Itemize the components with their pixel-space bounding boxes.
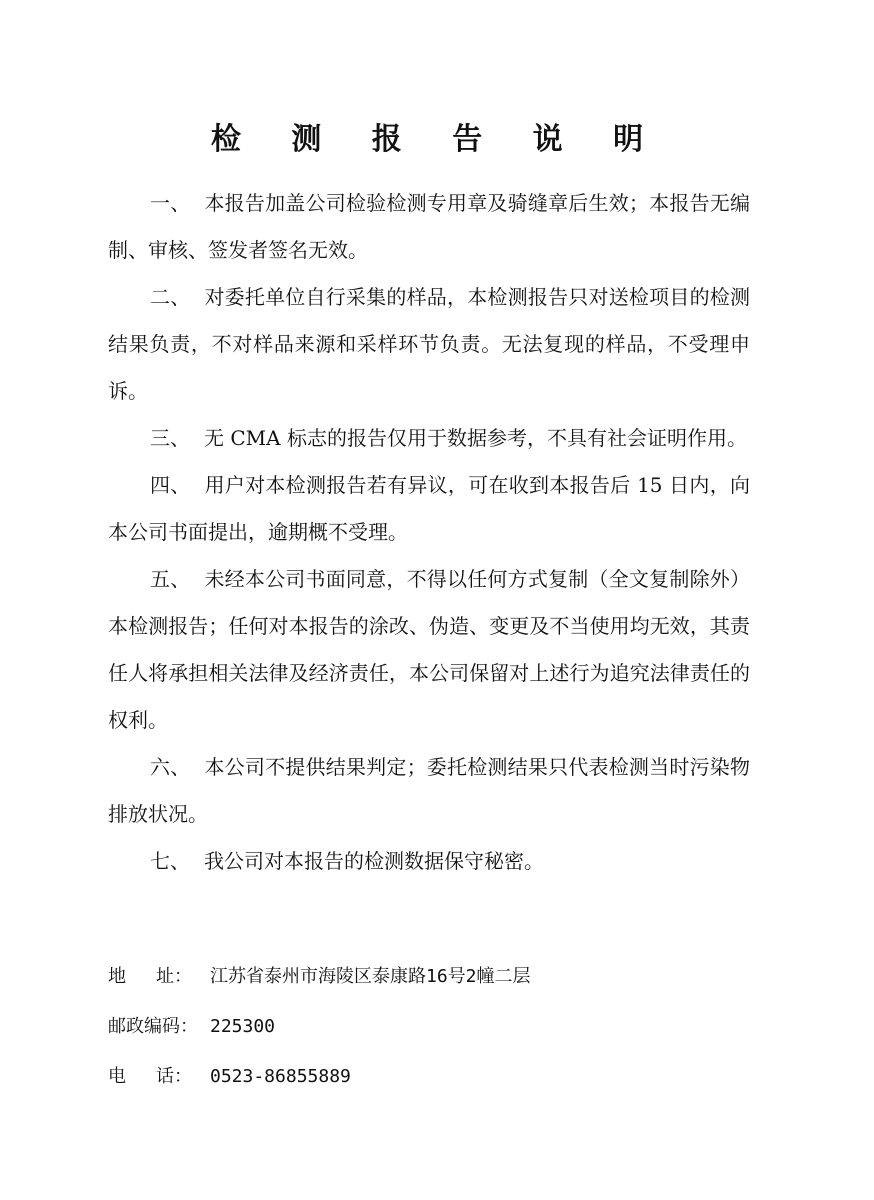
note-paragraph-3 <box>108 415 750 462</box>
note-text: 对委托单位自行采集的样品，本检测报告只对送检项目的检测结果负责，不对样品来源和采样环节负责。无法复现的样品，不受理申诉。 <box>108 285 751 403</box>
note-text: 用户对本检测报告若有异议，可在收到本报告后 15 日内，向本公司书面提出，逾期概不受理。 <box>108 473 750 544</box>
note-text: 我公司对本报告的检测数据保守秘密。 <box>204 849 544 873</box>
postal-value: 225300 <box>210 1016 276 1037</box>
address-label-part: 址： <box>156 966 192 987</box>
note-text: 本报告加盖公司检验检测专用章及骑缝章后生效；本报告无编制、审核、签发者签名无效。 <box>108 191 751 262</box>
address-label <box>108 952 192 1002</box>
phone-value: 0523-86855889 <box>210 1066 351 1087</box>
note-number: 七、 <box>150 849 190 873</box>
phone-row <box>108 1052 708 1102</box>
postal-label: 邮政编码： <box>108 1016 198 1037</box>
note-paragraph-1 <box>108 180 750 274</box>
note-paragraph-7 <box>108 838 750 885</box>
note-number: 一、 <box>150 191 191 215</box>
note-number: 四、 <box>150 473 191 497</box>
address-value: 江苏省泰州市海陵区泰康路16号2幢二层 <box>210 966 531 987</box>
note-paragraph-2 <box>108 274 750 415</box>
address-label-part: 地 <box>108 966 126 987</box>
phone-label-part: 话： <box>156 1066 192 1087</box>
postal-row <box>108 1002 708 1052</box>
address-row <box>108 952 708 1002</box>
phone-label <box>108 1052 192 1102</box>
note-paragraph-6 <box>108 744 750 838</box>
note-number: 五、 <box>150 567 191 591</box>
note-text: 未经本公司书面同意，不得以任何方式复制（全文复制除外）本检测报告；任何对本报告的涂改、伪造、变更及不当使用均无效，其责任人将承担相关法律及经济责任，本公司保留对上述行为追究法律责任的权利。 <box>108 567 751 732</box>
report-notes <box>108 180 750 885</box>
phone-label-part: 电 <box>108 1066 126 1087</box>
note-text: 无 CMA 标志的报告仅用于数据参考，不具有社会证明作用。 <box>204 426 747 450</box>
note-text: 本公司不提供结果判定；委托检测结果只代表检测当时污染物排放状况。 <box>108 755 751 826</box>
page-title: 检 测 报 告 说 明 <box>210 122 664 157</box>
note-number: 六、 <box>150 755 191 779</box>
note-number: 二、 <box>150 285 191 309</box>
contact-info <box>108 952 708 1102</box>
note-number: 三、 <box>150 426 190 450</box>
note-paragraph-5 <box>108 556 750 744</box>
note-paragraph-4 <box>108 462 750 556</box>
